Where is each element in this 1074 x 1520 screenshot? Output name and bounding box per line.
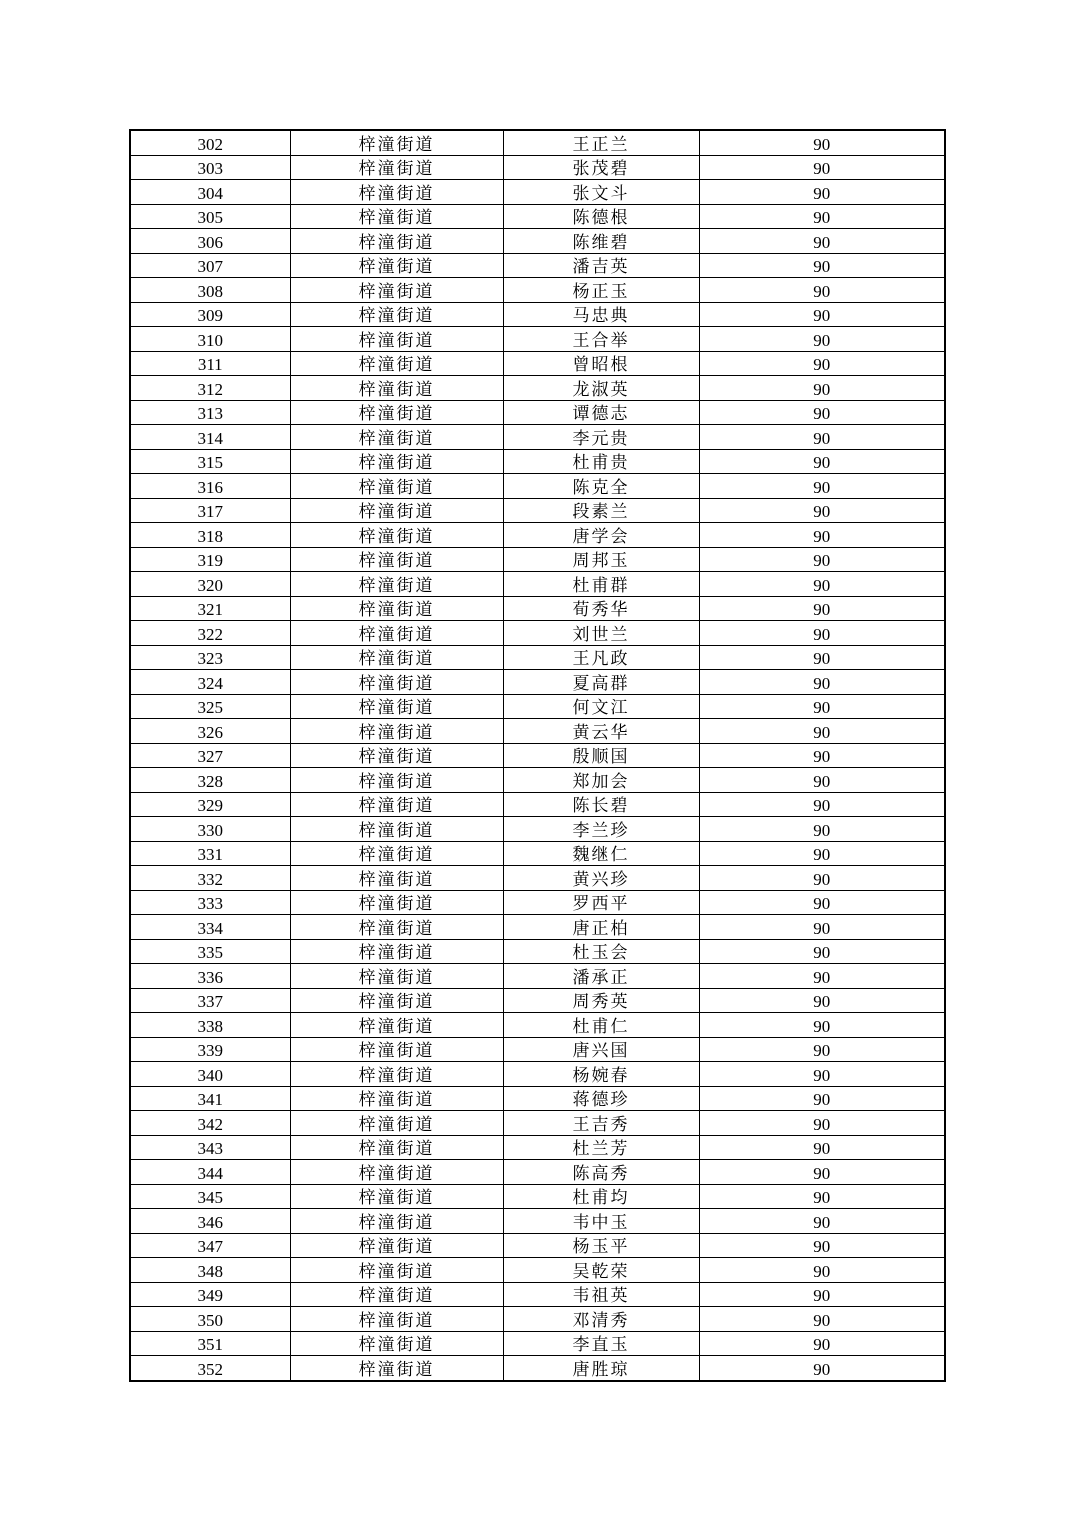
row-number-cell: 342 [130, 1111, 290, 1136]
score-cell: 90 [699, 376, 945, 401]
street-cell: 梓潼街道 [290, 1356, 503, 1381]
table-row [130, 253, 945, 278]
name-cell: 龙淑英 [503, 376, 699, 401]
row-number-cell: 349 [130, 1282, 290, 1307]
street-cell: 梓潼街道 [290, 572, 503, 597]
name-cell: 荀秀华 [503, 596, 699, 621]
name-cell: 陈克全 [503, 474, 699, 499]
score-cell: 90 [699, 155, 945, 180]
name-cell: 杨玉平 [503, 1233, 699, 1258]
name-cell: 杜甫群 [503, 572, 699, 597]
table-row [130, 768, 945, 793]
score-cell: 90 [699, 866, 945, 891]
street-cell: 梓潼街道 [290, 253, 503, 278]
street-cell: 梓潼街道 [290, 915, 503, 940]
street-cell: 梓潼街道 [290, 964, 503, 989]
street-cell: 梓潼街道 [290, 645, 503, 670]
name-cell: 杨正玉 [503, 278, 699, 303]
table-row [130, 596, 945, 621]
table-row [130, 1209, 945, 1234]
score-cell: 90 [699, 302, 945, 327]
score-cell: 90 [699, 890, 945, 915]
row-number-cell: 314 [130, 425, 290, 450]
score-cell: 90 [699, 1135, 945, 1160]
table-row [130, 449, 945, 474]
row-number-cell: 341 [130, 1086, 290, 1111]
table-row [130, 1037, 945, 1062]
score-cell: 90 [699, 498, 945, 523]
table-row [130, 351, 945, 376]
street-cell: 梓潼街道 [290, 1209, 503, 1234]
row-number-cell: 310 [130, 327, 290, 352]
row-number-cell: 333 [130, 890, 290, 915]
table-row [130, 645, 945, 670]
name-cell: 陈高秀 [503, 1160, 699, 1185]
table-row [130, 915, 945, 940]
street-cell: 梓潼街道 [290, 1258, 503, 1283]
street-cell: 梓潼街道 [290, 1062, 503, 1087]
street-cell: 梓潼街道 [290, 130, 503, 155]
score-cell: 90 [699, 278, 945, 303]
street-cell: 梓潼街道 [290, 180, 503, 205]
score-cell: 90 [699, 425, 945, 450]
score-cell: 90 [699, 1111, 945, 1136]
row-number-cell: 345 [130, 1184, 290, 1209]
name-cell: 罗西平 [503, 890, 699, 915]
street-cell: 梓潼街道 [290, 841, 503, 866]
name-cell: 杜甫仁 [503, 1013, 699, 1038]
name-cell: 王正兰 [503, 130, 699, 155]
score-cell: 90 [699, 988, 945, 1013]
name-cell: 魏继仁 [503, 841, 699, 866]
street-cell: 梓潼街道 [290, 1160, 503, 1185]
row-number-cell: 313 [130, 400, 290, 425]
score-cell: 90 [699, 817, 945, 842]
street-cell: 梓潼街道 [290, 988, 503, 1013]
score-cell: 90 [699, 1013, 945, 1038]
street-cell: 梓潼街道 [290, 547, 503, 572]
street-cell: 梓潼街道 [290, 817, 503, 842]
street-cell: 梓潼街道 [290, 1037, 503, 1062]
name-cell: 曾昭根 [503, 351, 699, 376]
row-number-cell: 348 [130, 1258, 290, 1283]
name-cell: 黄兴珍 [503, 866, 699, 891]
name-cell: 李兰珍 [503, 817, 699, 842]
name-cell: 张茂碧 [503, 155, 699, 180]
street-cell: 梓潼街道 [290, 327, 503, 352]
street-cell: 梓潼街道 [290, 743, 503, 768]
name-cell: 邓清秀 [503, 1307, 699, 1332]
name-cell: 王凡政 [503, 645, 699, 670]
street-cell: 梓潼街道 [290, 596, 503, 621]
street-cell: 梓潼街道 [290, 1233, 503, 1258]
street-cell: 梓潼街道 [290, 1331, 503, 1356]
name-cell: 李元贵 [503, 425, 699, 450]
row-number-cell: 304 [130, 180, 290, 205]
street-cell: 梓潼街道 [290, 1307, 503, 1332]
row-number-cell: 336 [130, 964, 290, 989]
street-cell: 梓潼街道 [290, 449, 503, 474]
score-cell: 90 [699, 130, 945, 155]
table-row [130, 547, 945, 572]
street-cell: 梓潼街道 [290, 694, 503, 719]
street-cell: 梓潼街道 [290, 621, 503, 646]
street-cell: 梓潼街道 [290, 229, 503, 254]
row-number-cell: 350 [130, 1307, 290, 1332]
row-number-cell: 317 [130, 498, 290, 523]
table-row [130, 1111, 945, 1136]
score-cell: 90 [699, 1331, 945, 1356]
name-cell: 蒋德珍 [503, 1086, 699, 1111]
score-cell: 90 [699, 1307, 945, 1332]
score-cell: 90 [699, 939, 945, 964]
row-number-cell: 326 [130, 719, 290, 744]
score-cell: 90 [699, 327, 945, 352]
table-row [130, 1013, 945, 1038]
score-cell: 90 [699, 841, 945, 866]
table-row [130, 1233, 945, 1258]
street-cell: 梓潼街道 [290, 1086, 503, 1111]
score-cell: 90 [699, 596, 945, 621]
table-row [130, 1307, 945, 1332]
row-number-cell: 335 [130, 939, 290, 964]
table-row [130, 498, 945, 523]
row-number-cell: 340 [130, 1062, 290, 1087]
score-cell: 90 [699, 1160, 945, 1185]
score-cell: 90 [699, 400, 945, 425]
table-row [130, 964, 945, 989]
street-cell: 梓潼街道 [290, 792, 503, 817]
street-cell: 梓潼街道 [290, 1282, 503, 1307]
table-row [130, 841, 945, 866]
street-cell: 梓潼街道 [290, 670, 503, 695]
table-row [130, 155, 945, 180]
name-cell: 唐正柏 [503, 915, 699, 940]
street-cell: 梓潼街道 [290, 204, 503, 229]
score-cell: 90 [699, 351, 945, 376]
table-row [130, 302, 945, 327]
name-cell: 唐学会 [503, 523, 699, 548]
table-row [130, 400, 945, 425]
score-cell: 90 [699, 229, 945, 254]
table-row [130, 939, 945, 964]
score-cell: 90 [699, 964, 945, 989]
name-cell: 郑加会 [503, 768, 699, 793]
score-cell: 90 [699, 792, 945, 817]
name-cell: 唐兴国 [503, 1037, 699, 1062]
table-row [130, 1135, 945, 1160]
row-number-cell: 302 [130, 130, 290, 155]
table-row [130, 988, 945, 1013]
row-number-cell: 347 [130, 1233, 290, 1258]
street-cell: 梓潼街道 [290, 498, 503, 523]
score-cell: 90 [699, 621, 945, 646]
name-cell: 周邦玉 [503, 547, 699, 572]
name-cell: 周秀英 [503, 988, 699, 1013]
roster-table-body [130, 130, 945, 1381]
row-number-cell: 309 [130, 302, 290, 327]
row-number-cell: 352 [130, 1356, 290, 1381]
name-cell: 杜甫均 [503, 1184, 699, 1209]
name-cell: 殷顺国 [503, 743, 699, 768]
street-cell: 梓潼街道 [290, 278, 503, 303]
score-cell: 90 [699, 1233, 945, 1258]
name-cell: 潘承正 [503, 964, 699, 989]
table-row [130, 1160, 945, 1185]
row-number-cell: 338 [130, 1013, 290, 1038]
street-cell: 梓潼街道 [290, 1013, 503, 1038]
table-row [130, 817, 945, 842]
score-cell: 90 [699, 1086, 945, 1111]
name-cell: 杨婉春 [503, 1062, 699, 1087]
row-number-cell: 322 [130, 621, 290, 646]
score-cell: 90 [699, 1258, 945, 1283]
name-cell: 张文斗 [503, 180, 699, 205]
street-cell: 梓潼街道 [290, 302, 503, 327]
name-cell: 王吉秀 [503, 1111, 699, 1136]
table-row [130, 1258, 945, 1283]
score-cell: 90 [699, 474, 945, 499]
table-row [130, 180, 945, 205]
row-number-cell: 331 [130, 841, 290, 866]
table-row [130, 1282, 945, 1307]
table-row [130, 792, 945, 817]
table-row [130, 1356, 945, 1381]
name-cell: 唐胜琼 [503, 1356, 699, 1381]
row-number-cell: 320 [130, 572, 290, 597]
row-number-cell: 328 [130, 768, 290, 793]
score-cell: 90 [699, 694, 945, 719]
score-cell: 90 [699, 1282, 945, 1307]
row-number-cell: 312 [130, 376, 290, 401]
score-cell: 90 [699, 670, 945, 695]
row-number-cell: 337 [130, 988, 290, 1013]
name-cell: 陈德根 [503, 204, 699, 229]
table-row [130, 204, 945, 229]
row-number-cell: 305 [130, 204, 290, 229]
table-row [130, 621, 945, 646]
street-cell: 梓潼街道 [290, 376, 503, 401]
name-cell: 杜兰芳 [503, 1135, 699, 1160]
street-cell: 梓潼街道 [290, 155, 503, 180]
score-cell: 90 [699, 645, 945, 670]
street-cell: 梓潼街道 [290, 474, 503, 499]
name-cell: 陈长碧 [503, 792, 699, 817]
table-row [130, 670, 945, 695]
table-row [130, 743, 945, 768]
row-number-cell: 323 [130, 645, 290, 670]
street-cell: 梓潼街道 [290, 425, 503, 450]
street-cell: 梓潼街道 [290, 1111, 503, 1136]
table-row [130, 278, 945, 303]
table-row [130, 890, 945, 915]
name-cell: 黄云华 [503, 719, 699, 744]
score-cell: 90 [699, 1209, 945, 1234]
table-row [130, 866, 945, 891]
street-cell: 梓潼街道 [290, 523, 503, 548]
row-number-cell: 321 [130, 596, 290, 621]
row-number-cell: 306 [130, 229, 290, 254]
score-cell: 90 [699, 743, 945, 768]
table-row [130, 327, 945, 352]
table-row [130, 130, 945, 155]
row-number-cell: 308 [130, 278, 290, 303]
score-cell: 90 [699, 1356, 945, 1381]
name-cell: 何文江 [503, 694, 699, 719]
row-number-cell: 311 [130, 351, 290, 376]
row-number-cell: 329 [130, 792, 290, 817]
score-cell: 90 [699, 719, 945, 744]
score-cell: 90 [699, 180, 945, 205]
name-cell: 李直玉 [503, 1331, 699, 1356]
table-row [130, 376, 945, 401]
row-number-cell: 325 [130, 694, 290, 719]
street-cell: 梓潼街道 [290, 719, 503, 744]
name-cell: 段素兰 [503, 498, 699, 523]
street-cell: 梓潼街道 [290, 890, 503, 915]
name-cell: 潘吉英 [503, 253, 699, 278]
street-cell: 梓潼街道 [290, 400, 503, 425]
row-number-cell: 346 [130, 1209, 290, 1234]
name-cell: 杜甫贵 [503, 449, 699, 474]
score-cell: 90 [699, 253, 945, 278]
row-number-cell: 324 [130, 670, 290, 695]
score-cell: 90 [699, 547, 945, 572]
table-row [130, 694, 945, 719]
row-number-cell: 303 [130, 155, 290, 180]
table-row [130, 425, 945, 450]
street-cell: 梓潼街道 [290, 1135, 503, 1160]
street-cell: 梓潼街道 [290, 866, 503, 891]
row-number-cell: 319 [130, 547, 290, 572]
name-cell: 吴乾荣 [503, 1258, 699, 1283]
row-number-cell: 316 [130, 474, 290, 499]
score-cell: 90 [699, 1062, 945, 1087]
name-cell: 刘世兰 [503, 621, 699, 646]
row-number-cell: 307 [130, 253, 290, 278]
table-row [130, 1062, 945, 1087]
table-row [130, 229, 945, 254]
row-number-cell: 343 [130, 1135, 290, 1160]
row-number-cell: 332 [130, 866, 290, 891]
street-cell: 梓潼街道 [290, 768, 503, 793]
row-number-cell: 327 [130, 743, 290, 768]
row-number-cell: 339 [130, 1037, 290, 1062]
name-cell: 夏高群 [503, 670, 699, 695]
table-row [130, 1184, 945, 1209]
row-number-cell: 330 [130, 817, 290, 842]
table-row [130, 719, 945, 744]
row-number-cell: 315 [130, 449, 290, 474]
name-cell: 马忠典 [503, 302, 699, 327]
score-cell: 90 [699, 572, 945, 597]
score-cell: 90 [699, 449, 945, 474]
score-cell: 90 [699, 523, 945, 548]
name-cell: 王合举 [503, 327, 699, 352]
table-row [130, 474, 945, 499]
street-cell: 梓潼街道 [290, 939, 503, 964]
row-number-cell: 351 [130, 1331, 290, 1356]
name-cell: 杜玉会 [503, 939, 699, 964]
table-row [130, 1331, 945, 1356]
table-row [130, 1086, 945, 1111]
street-cell: 梓潼街道 [290, 1184, 503, 1209]
name-cell: 韦中玉 [503, 1209, 699, 1234]
score-cell: 90 [699, 915, 945, 940]
row-number-cell: 318 [130, 523, 290, 548]
score-cell: 90 [699, 1184, 945, 1209]
row-number-cell: 334 [130, 915, 290, 940]
table-row [130, 572, 945, 597]
score-cell: 90 [699, 768, 945, 793]
row-number-cell: 344 [130, 1160, 290, 1185]
score-cell: 90 [699, 1037, 945, 1062]
street-cell: 梓潼街道 [290, 351, 503, 376]
name-cell: 韦祖英 [503, 1282, 699, 1307]
table-row [130, 523, 945, 548]
score-cell: 90 [699, 204, 945, 229]
name-cell: 陈维碧 [503, 229, 699, 254]
name-cell: 谭德志 [503, 400, 699, 425]
roster-table [129, 129, 946, 1382]
